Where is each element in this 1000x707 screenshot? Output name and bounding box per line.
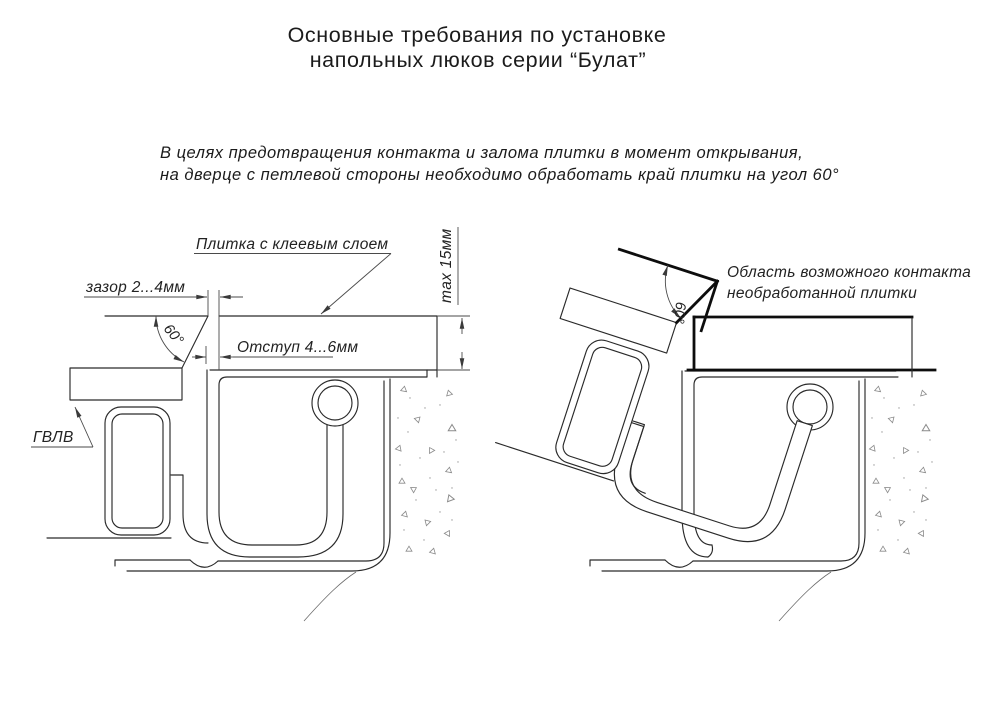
label-angle-60: 60° xyxy=(159,321,187,349)
note-line1: В целях предотвращения контакта и залома плитки в момент открывания, xyxy=(160,144,804,162)
hinge-ring-open xyxy=(787,384,833,430)
label-offset-dimension: Отступ 4...6мм xyxy=(237,339,359,356)
label-angle-60-open: 60° xyxy=(670,301,689,325)
hinge-ring xyxy=(312,380,358,426)
hinge-arm-hook xyxy=(171,475,208,543)
label-gap-dimension: зазор 2...4мм xyxy=(86,279,186,296)
frame-profile xyxy=(171,370,437,557)
label-gvlv: ГВЛВ xyxy=(33,429,74,446)
left-diagram-closed-hatch xyxy=(31,227,470,621)
label-max-height: max 15мм xyxy=(438,228,455,303)
label-contact-area-line2: необработанной плитки xyxy=(727,285,918,302)
contact-area-label xyxy=(727,264,971,302)
break-line xyxy=(304,572,356,621)
title-block xyxy=(160,23,839,184)
right-diagram-open-hatch xyxy=(495,231,971,621)
note-line2: на дверце с петлевой стороны необходимо обработать край плитки на угол 60° xyxy=(160,166,840,184)
break-line xyxy=(779,572,831,621)
label-contact-area-line1: Область возможного контакта xyxy=(727,264,972,281)
door-leaf-rotated xyxy=(495,231,717,494)
label-tile-adhesive: Плитка с клеевым слоем xyxy=(196,236,389,253)
door-leaf-profile xyxy=(47,407,171,538)
gvlv-board xyxy=(70,368,182,400)
tile-bevel-edge xyxy=(182,316,208,368)
left-diagram-annotations xyxy=(31,227,470,447)
page-title-line2: напольных люков серии “Булат” xyxy=(309,48,647,72)
page-title-line1: Основные требования по установке xyxy=(287,23,667,47)
fixed-tile-bold xyxy=(688,317,935,377)
